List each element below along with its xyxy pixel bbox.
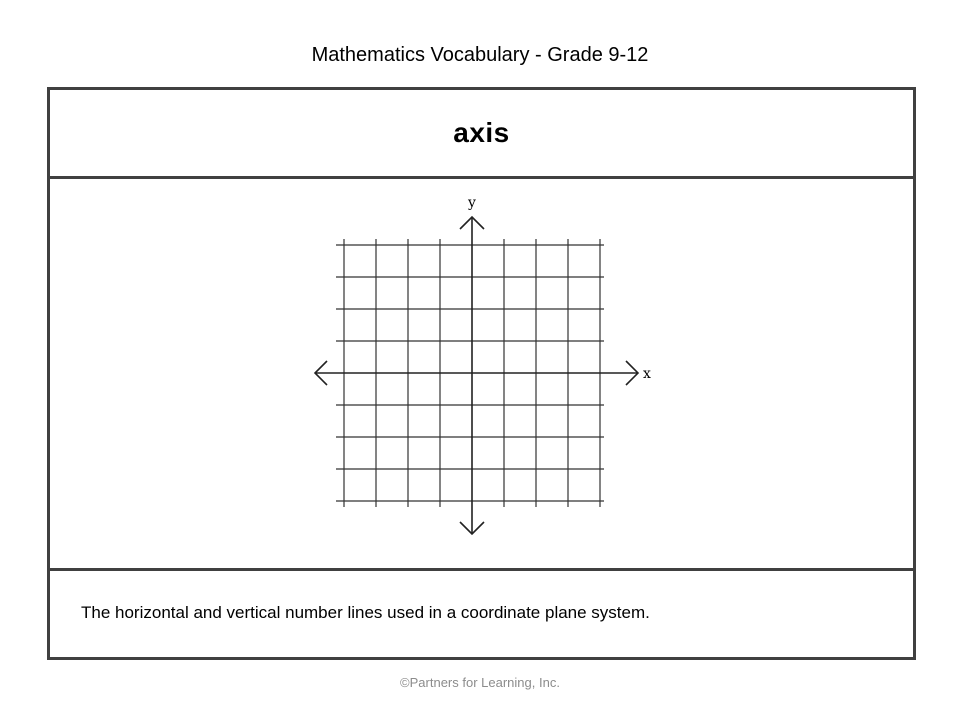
y-axis-label: y bbox=[468, 195, 476, 211]
vocabulary-term: axis bbox=[453, 117, 510, 148]
term-row bbox=[50, 90, 913, 179]
definition-text: The horizontal and vertical number lines used in a coordinate plane system. bbox=[81, 603, 650, 622]
y-axis bbox=[460, 217, 484, 534]
vocabulary-card bbox=[47, 87, 916, 660]
page-title: Mathematics Vocabulary - Grade 9-12 bbox=[311, 44, 649, 66]
x-axis-label: x bbox=[643, 366, 651, 382]
definition-row bbox=[50, 571, 913, 657]
copyright-footer: ©Partners for Learning, Inc. bbox=[400, 675, 560, 690]
coordinate-plane-icon bbox=[310, 195, 651, 554]
x-axis bbox=[315, 361, 638, 385]
illustration-row bbox=[50, 179, 913, 571]
